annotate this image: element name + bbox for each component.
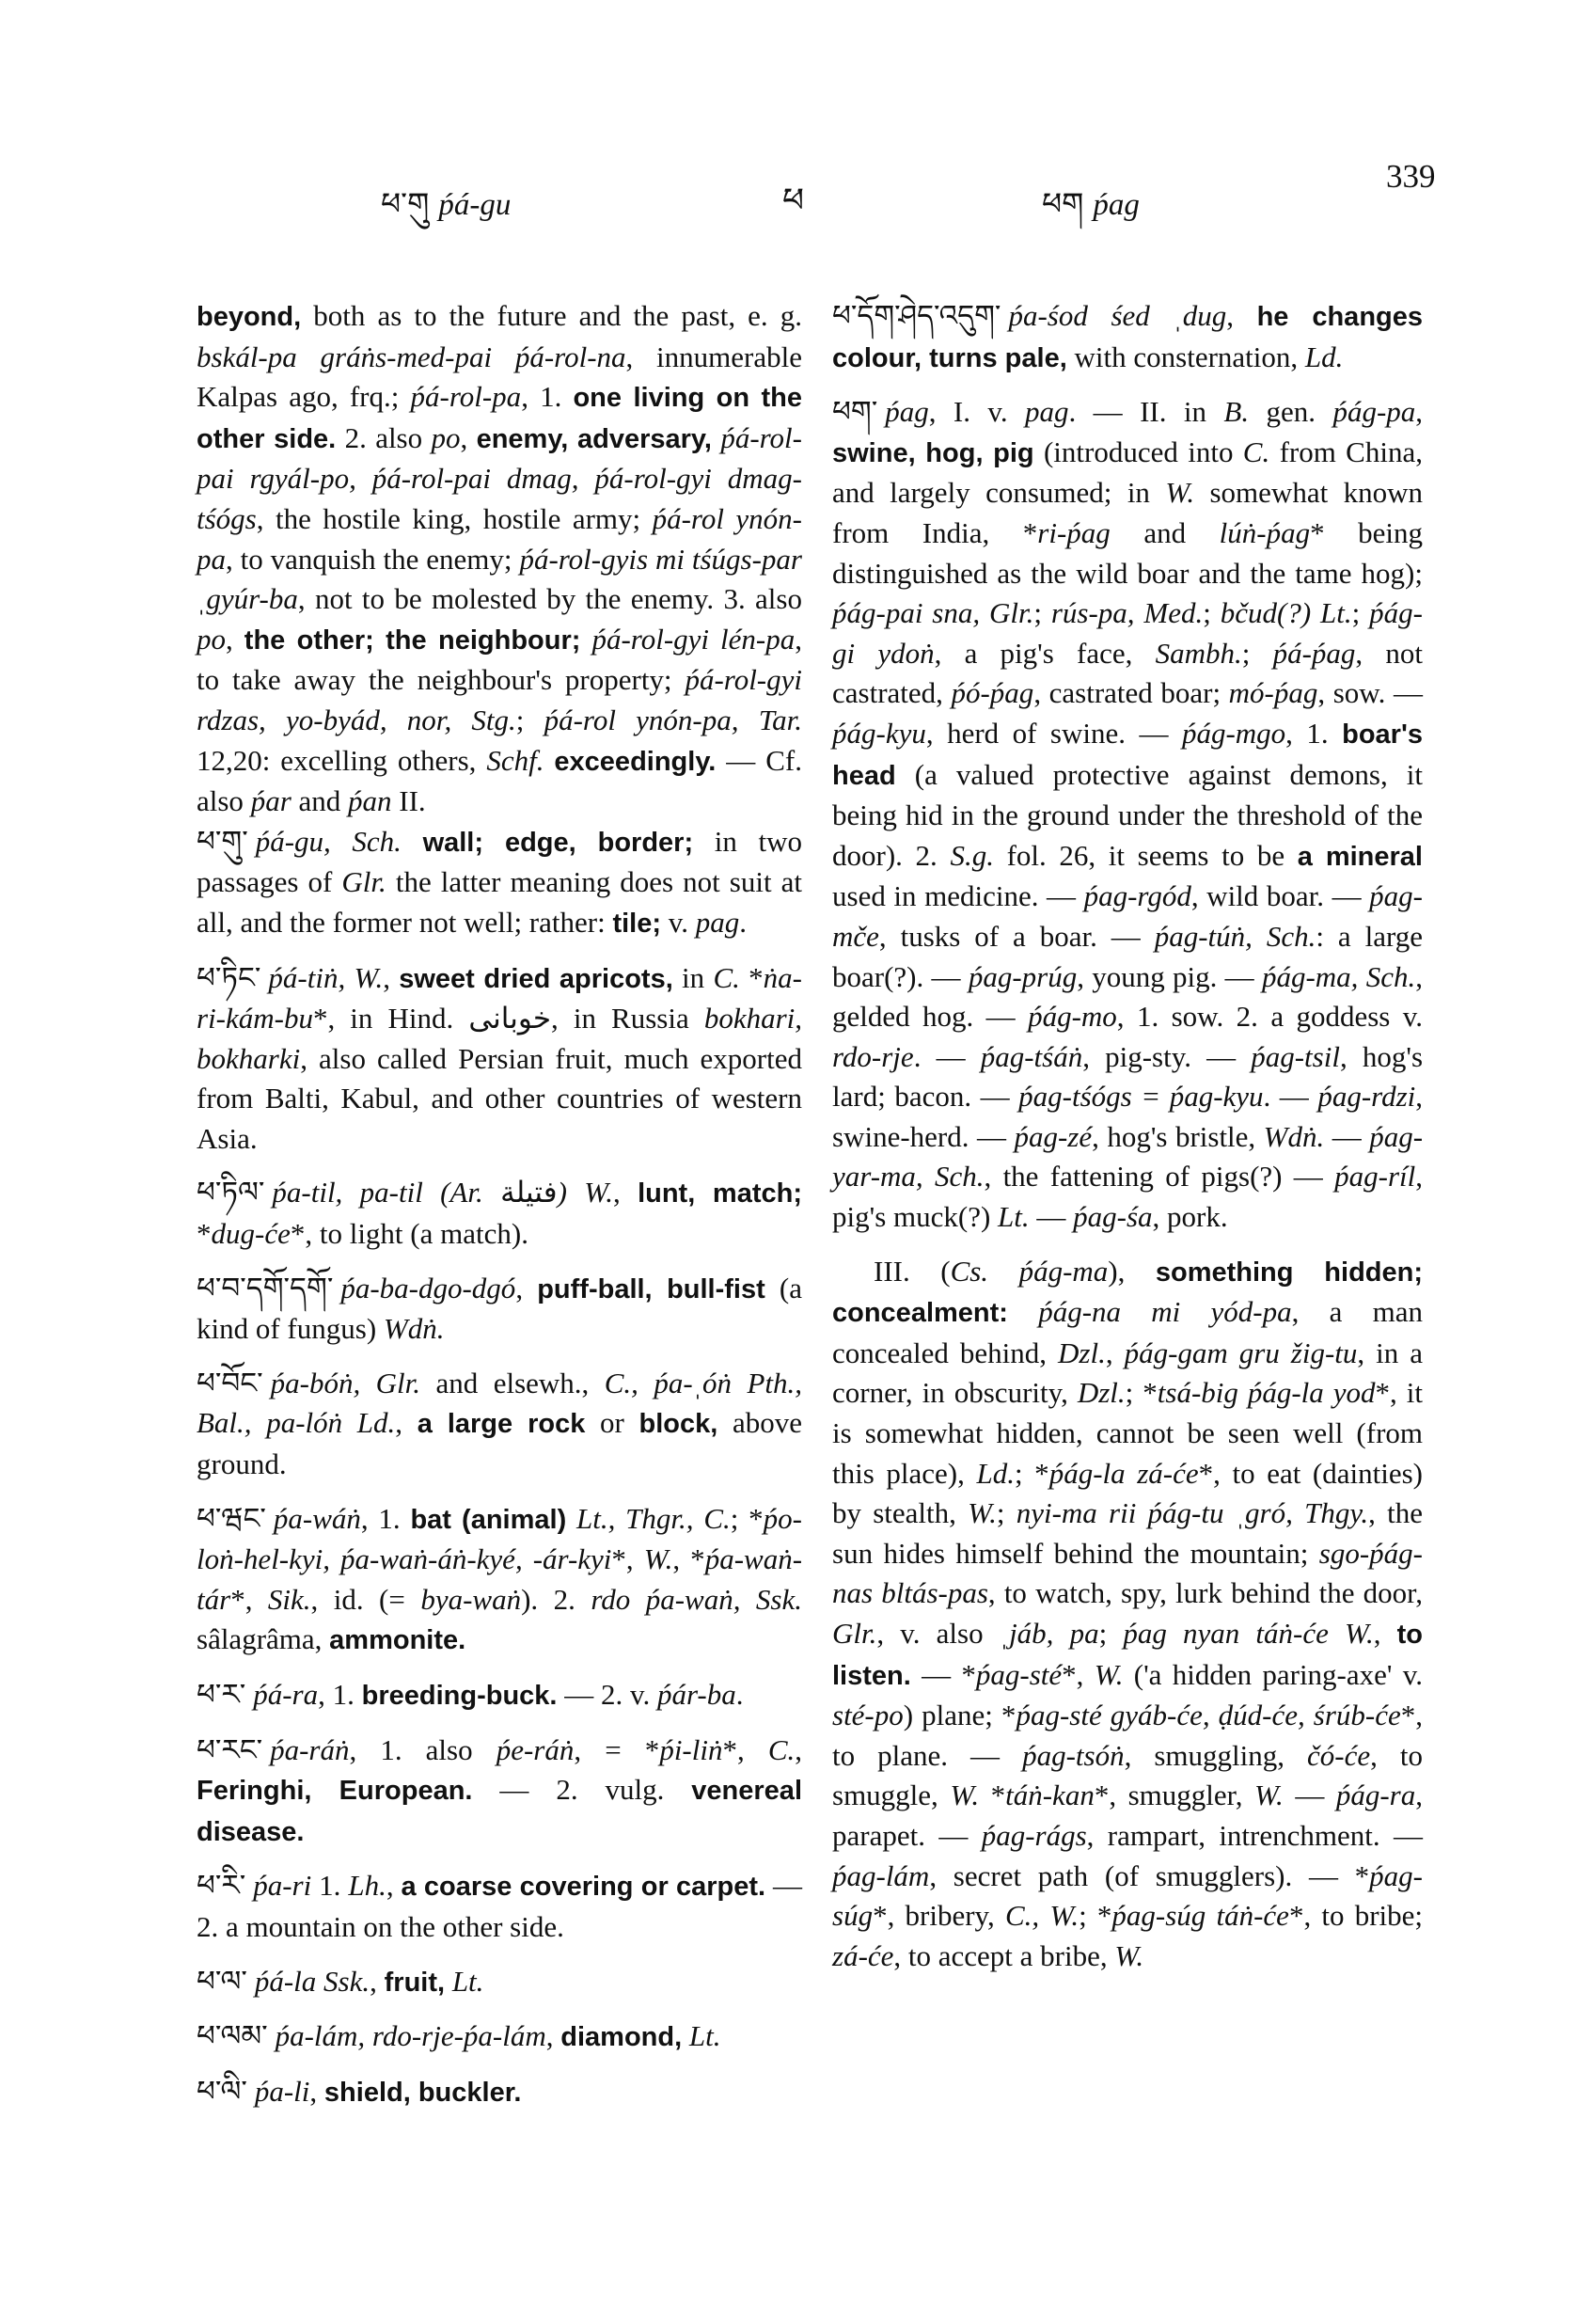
entry-definition: ṕa-śod śed ˌdug, he changes colour, turns pale, with consternation, Ld. xyxy=(832,299,1423,373)
dictionary-entry xyxy=(197,1962,802,2003)
entry-definition: beyond, both as to the future and the past, e. g. bskál-pa gráṅs-med-pai ṕá-rol-na, innumerable Kalpas ago, frq.; ṕá-rol-pa, 1. one living on the other side. 2. also po, enemy, adversary, ṕá-rol-pai rgyál-po, ṕá-rol-pai dmag, ṕá-rol-gyi dmag-tśógs, the hostile king, hostile army; ṕá-rol ynón-pa, to vanquish the enemy; ṕá-rol-gyis mi tśúgs-par ˌgyúr-ba, not to be molested by the enemy. 3. also po, the other; the neighbour; ṕá-rol-gyi lén-pa, to take away the neighbour's property; ṕá-rol-gyi rdzas, yo-byád, nor, Stg.; ṕá-rol ynón-pa, Tar. 12,20: excelling others, Schf. exceedingly. — Cf. also ṕar and ṕan II. xyxy=(197,299,803,818)
headword-tibetan: ཕ་རང་ xyxy=(197,1732,263,1767)
entry-definition: ṕá-ra, 1. breeding-buck. — 2. v. ṕár-ba. xyxy=(253,1678,744,1711)
headword-tibetan: ཕ་ལམ་ xyxy=(197,2019,268,2054)
headword-tibetan: ཕ་ལ་ xyxy=(197,1964,247,1999)
entry-definition: ṕa-li, shield, buckler. xyxy=(254,2074,522,2108)
entry-definition: ṕa-bóṅ, Glr. and elsewh., C., ṕa-ˌóṅ Pth., Bal., pa-lóṅ Ld., a large rock or block, above ground. xyxy=(197,1366,803,1481)
section-letter: ཕ xyxy=(782,182,805,220)
dictionary-entry xyxy=(197,1866,802,1947)
dictionary-entry xyxy=(197,2016,802,2058)
dictionary-entry xyxy=(197,1731,802,1853)
dictionary-entry xyxy=(832,392,1423,1237)
headword-tibetan: ཕ་དོག་ཤེད་འདུག་ xyxy=(832,299,1001,333)
dictionary-entry xyxy=(832,296,1423,378)
entry-definition: ṕa-til, pa-til (Ar. فتيلة) W., lunt, match; *dug-će*, to light (a match). xyxy=(197,1176,802,1251)
dictionary-entry xyxy=(197,296,802,822)
headword-tibetan: ཕག་ xyxy=(832,395,878,430)
headword-tibetan: ཕ་ཝང་ xyxy=(197,1501,266,1536)
entry-definition: ṕá-gu, Sch. wall; edge, border; in two passages of Glr. the latter meaning does not suit at all, and the former not well; rather: tile; v. pag. xyxy=(197,824,802,939)
dictionary-entry xyxy=(197,2072,802,2113)
running-head-left-tibetan: ཕ་གུ xyxy=(381,185,430,222)
dictionary-entry xyxy=(197,822,802,944)
entry-definition: ṕa-ri 1. Lh., a coarse covering or carpet. — 2. a mountain on the other side. xyxy=(197,1869,803,1943)
entry-definition: ṕá-tiṅ, W., sweet dried apricots, in C. *ṅa-ri-kám-bu*, in Hind. خوبانی, in Russia bokhari, bokharki, also called Persian fruit, much exported from Balti, Kabul, and other countries of western Asia. xyxy=(197,960,802,1155)
headword-tibetan: ཕ་ལི་ xyxy=(197,2074,247,2109)
running-head-right-translit: ṕag xyxy=(1093,188,1140,222)
running-head-left xyxy=(381,169,511,257)
dictionary-entry xyxy=(832,1252,1423,1977)
entry-definition: III. (Cs. ṕág-ma), something hidden; concealment: ṕág-na mi yód-pa, a man concealed behind, Dzl., ṕág-gam gru žig-tu, in a corner, in obscurity, Dzl.; *tsá-big ṕág-la yod*, it is somewhat hidden, cannot be seen well (from this place), Ld.; *ṕág-la zá-će*, to eat (dainties) by stealth, W.; nyi-ma rii ṕág-tu ˌgró, Thgy., the sun hides himself behind the mountain; sgo-ṕág-nas bltás-pas, to watch, spy, lurk behind the door, Glr., v. also ˌjáb, pa; ṕag nyan táṅ-će W., to listen. — *ṕag-sté*, W. ('a hidden paring-axe' v. sté-po) plane; *ṕag-sté gyáb-će, ḍúd-će, śrúb-će*, to plane. — ṕag-tsóṅ, smuggling, čó-će, to smuggle, W. *táṅ-kan*, smuggler, W. — ṕág-ra, parapet. — ṕag-rágs, rampart, intrenchment. — ṕag-lám, secret path (of smugglers). — *ṕag-súg*, bribery, C., W.; *ṕag-súg táṅ-će*, to bribe; zá-će, to accept a bribe, W. xyxy=(832,1254,1424,1972)
entry-definition: ṕá-la Ssk., fruit, Lt. xyxy=(254,1964,484,1998)
headword-tibetan: ཕ་ཏིལ་ xyxy=(197,1176,265,1210)
entry-definition: ṕa-ba-dgo-dgó, puff-ball, bull-fist (a kind of fungus) Wdṅ. xyxy=(197,1271,802,1346)
entry-definition: ṕa-lám, rdo-rje-ṕa-lám, diamond, Lt. xyxy=(275,2019,721,2053)
running-head-right-tibetan: ཕག xyxy=(1042,185,1084,222)
dictionary-entry xyxy=(197,1499,802,1661)
entry-definition: ṕag, I. v. pag. — II. in B. gen. ṕág-pa, swine, hog, pig (introduced into C. from China, and largely consumed; in W. somewhat known from India, *ri-ṕag and lúṅ-ṕag* being distinguished as the wild boar and the tame hog); ṕág-pai sna, Glr.; rús-pa, Med.; bčud(?) Lt.; ṕág-gi ydoṅ, a pig's face, Sambh.; ṕá-ṕag, not castrated, ṕó-ṕag, castrated boar; mó-ṕag, sow. — ṕág-kyu, herd of swine. — ṕág-mgo, 1. boar's head (a valued protective against demons, it being hid in the ground under the threshold of the door). 2. S.g. fol. 26, it seems to be a mineral used in medicine. — ṕag-rgód, wild boar. — ṕag-mče, tusks of a boar. — ṕag-túṅ, Sch.: a large boar(?). — ṕag-prúg, young pig. — ṕág-ma, Sch., gelded hog. — ṕág-mo, 1. sow. 2. a goddess v. rdo-rje. — ṕag-tśáṅ, pig-sty. — ṕag-tsil, hog's lard; bacon. — ṕag-tśógs = ṕag-kyu. — ṕag-rdzi, swine-herd. — ṕag-zé, hog's bristle, Wdṅ. — ṕag-yar-ma, Sch., the fattening of pigs(?) — ṕag-ríl, pig's muck(?) Lt. — ṕag-śa, pork. xyxy=(832,395,1424,1234)
headword-tibetan: ཕ་ར་ xyxy=(197,1678,246,1712)
running-head-left-translit: ṕá-gu xyxy=(438,188,512,222)
right-column xyxy=(832,296,1423,1990)
headword-tibetan: ཕ་ཏིང་ xyxy=(197,960,261,995)
dictionary-entry xyxy=(197,1675,802,1716)
entry-definition: ṕa-wáṅ, 1. bat (animal) Lt., Thgr., C.; *ṕo-loṅ-hel-kyi, ṕa-waṅ-áṅ-kyé, -ár-kyi*, W., *ṕa-waṅ-tár*, Sik., id. (= bya-waṅ). 2. rdo ṕa-waṅ, Ssk. sâlagrâma, ammonite. xyxy=(197,1501,803,1656)
running-head-right xyxy=(1042,169,1140,257)
dictionary-entry xyxy=(197,958,802,1160)
headword-tibetan: ཕ་བོང་ xyxy=(197,1366,263,1400)
dictionary-entry xyxy=(197,1173,802,1254)
dictionary-entry xyxy=(197,1269,802,1350)
headword-tibetan: ཕ་བ་དགོ་དགོ་ xyxy=(197,1271,334,1305)
page-number: 339 xyxy=(1386,158,1436,195)
left-column xyxy=(197,296,802,2126)
entry-definition: ṕa-ráṅ, 1. also ṕe-ráṅ, = *ṕi-liṅ*, C., Feringhi, European. — 2. vulg. venereal disease. xyxy=(197,1732,803,1847)
headword-tibetan: ཕ་གུ་ xyxy=(197,824,248,859)
headword-tibetan: ཕ་རི་ xyxy=(197,1869,246,1904)
dictionary-entry xyxy=(197,1364,802,1485)
